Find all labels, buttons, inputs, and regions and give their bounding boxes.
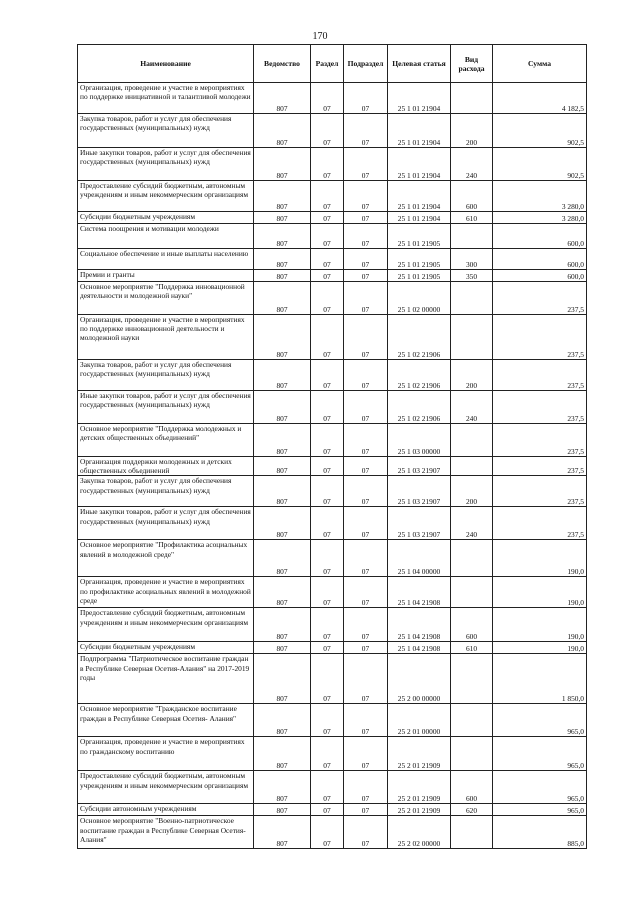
cell-exp-type — [451, 540, 493, 577]
cell-target: 25 1 03 21907 — [388, 476, 451, 507]
cell-sum: 902,5 — [493, 148, 587, 181]
cell-name: Субсидии автономным учреждениям — [78, 804, 254, 816]
cell-subsection: 07 — [344, 270, 388, 282]
table-row — [78, 457, 587, 476]
header-target: Целевая статья — [388, 45, 451, 83]
cell-target: 25 2 02 00000 — [388, 816, 451, 849]
cell-exp-type: 600 — [451, 771, 493, 804]
cell-section: 07 — [311, 816, 344, 849]
cell-dept: 807 — [254, 507, 311, 540]
cell-subsection: 07 — [344, 282, 388, 315]
cell-subsection: 07 — [344, 114, 388, 148]
cell-subsection: 07 — [344, 654, 388, 704]
cell-dept: 807 — [254, 282, 311, 315]
cell-dept: 807 — [254, 476, 311, 507]
cell-subsection: 07 — [344, 608, 388, 642]
cell-exp-type — [451, 654, 493, 704]
cell-target: 25 1 02 21906 — [388, 391, 451, 424]
cell-dept: 807 — [254, 771, 311, 804]
cell-target: 25 1 04 21908 — [388, 577, 451, 608]
cell-target: 25 1 01 21904 — [388, 181, 451, 212]
cell-target: 25 2 01 00000 — [388, 704, 451, 737]
cell-name: Иные закупки товаров, работ и услуг для обеспечения государственных (муниципальных) нужд — [78, 148, 254, 181]
table-row — [78, 315, 587, 360]
cell-dept: 807 — [254, 816, 311, 849]
cell-target: 25 1 04 00000 — [388, 540, 451, 577]
cell-subsection: 07 — [344, 816, 388, 849]
cell-exp-type: 300 — [451, 249, 493, 270]
cell-dept: 807 — [254, 577, 311, 608]
cell-target: 25 1 01 21905 — [388, 270, 451, 282]
cell-exp-type: 610 — [451, 642, 493, 654]
cell-name: Субсидии бюджетным учреждениям — [78, 642, 254, 654]
cell-sum: 3 280,0 — [493, 212, 587, 224]
table-row — [78, 704, 587, 737]
cell-name: Социальное обеспечение и иные выплаты населению — [78, 249, 254, 270]
cell-name: Иные закупки товаров, работ и услуг для обеспечения государственных (муниципальных) нужд — [78, 507, 254, 540]
header-sum: Сумма — [493, 45, 587, 83]
cell-exp-type: 240 — [451, 148, 493, 181]
cell-subsection: 07 — [344, 224, 388, 249]
cell-target: 25 1 01 21904 — [388, 83, 451, 114]
cell-target: 25 1 01 21904 — [388, 114, 451, 148]
cell-target: 25 2 00 00000 — [388, 654, 451, 704]
cell-target: 25 1 01 21904 — [388, 212, 451, 224]
table-row — [78, 476, 587, 507]
cell-name: Основное мероприятие "Поддержка инновационной деятельности и молодежной науки" — [78, 282, 254, 315]
cell-name: Закупка товаров, работ и услуг для обеспечения государственных (муниципальных) нужд — [78, 360, 254, 391]
cell-dept: 807 — [254, 737, 311, 771]
cell-dept: 807 — [254, 315, 311, 360]
cell-name: Система поощрения и мотивации молодежи — [78, 224, 254, 249]
cell-sum: 190,0 — [493, 608, 587, 642]
cell-section: 07 — [311, 282, 344, 315]
table-row — [78, 270, 587, 282]
table-row — [78, 282, 587, 315]
cell-section: 07 — [311, 270, 344, 282]
cell-sum: 885,0 — [493, 816, 587, 849]
cell-sum: 600,0 — [493, 224, 587, 249]
cell-section: 07 — [311, 804, 344, 816]
cell-sum: 237,5 — [493, 507, 587, 540]
cell-exp-type: 240 — [451, 391, 493, 424]
table-row — [78, 224, 587, 249]
cell-name: Основное мероприятие "Профилактика асоциальных явлений в молодежной среде" — [78, 540, 254, 577]
cell-target: 25 1 03 21907 — [388, 507, 451, 540]
table-row — [78, 83, 587, 114]
cell-sum: 237,5 — [493, 282, 587, 315]
cell-subsection: 07 — [344, 391, 388, 424]
cell-subsection: 07 — [344, 507, 388, 540]
table-row — [78, 181, 587, 212]
cell-sum: 600,0 — [493, 249, 587, 270]
cell-exp-type — [451, 315, 493, 360]
table-row — [78, 114, 587, 148]
cell-dept: 807 — [254, 114, 311, 148]
cell-target: 25 1 04 21908 — [388, 642, 451, 654]
table-row — [78, 507, 587, 540]
cell-target: 25 2 01 21909 — [388, 804, 451, 816]
cell-section: 07 — [311, 148, 344, 181]
table-row — [78, 816, 587, 849]
cell-exp-type: 200 — [451, 360, 493, 391]
cell-section: 07 — [311, 507, 344, 540]
cell-name: Организация, проведение и участие в мероприятиях по профилактике асоциальных явлений в молодежной среде — [78, 577, 254, 608]
cell-exp-type — [451, 704, 493, 737]
cell-target: 25 2 01 21909 — [388, 737, 451, 771]
cell-exp-type — [451, 816, 493, 849]
cell-sum: 237,5 — [493, 424, 587, 457]
cell-sum: 237,5 — [493, 476, 587, 507]
cell-dept: 807 — [254, 654, 311, 704]
cell-dept: 807 — [254, 83, 311, 114]
cell-name: Организация, проведение и участие в мероприятиях по поддержке инновационной деятельности и молодежной науки — [78, 315, 254, 360]
cell-exp-type: 200 — [451, 114, 493, 148]
cell-subsection: 07 — [344, 540, 388, 577]
cell-exp-type: 200 — [451, 476, 493, 507]
cell-target: 25 1 01 21905 — [388, 249, 451, 270]
cell-name: Организация, проведение и участие в мероприятиях по гражданскому воспитанию — [78, 737, 254, 771]
table-row — [78, 391, 587, 424]
cell-sum: 902,5 — [493, 114, 587, 148]
table-row — [78, 249, 587, 270]
cell-subsection: 07 — [344, 476, 388, 507]
cell-exp-type: 350 — [451, 270, 493, 282]
cell-dept: 807 — [254, 181, 311, 212]
cell-dept: 807 — [254, 804, 311, 816]
table-row — [78, 737, 587, 771]
cell-exp-type: 620 — [451, 804, 493, 816]
cell-sum: 965,0 — [493, 737, 587, 771]
cell-sum: 237,5 — [493, 315, 587, 360]
cell-exp-type: 240 — [451, 507, 493, 540]
cell-sum: 1 850,0 — [493, 654, 587, 704]
cell-name: Организация поддержки молодежных и детских общественных объединений — [78, 457, 254, 476]
table-row — [78, 148, 587, 181]
cell-target: 25 1 01 21904 — [388, 148, 451, 181]
cell-sum: 190,0 — [493, 642, 587, 654]
cell-name: Подпрограмма "Патриотическое воспитание граждан в Республике Северная Осетия-Алания" на 2017-2019 годы — [78, 654, 254, 704]
cell-section: 07 — [311, 457, 344, 476]
cell-exp-type — [451, 83, 493, 114]
table-row — [78, 771, 587, 804]
cell-dept: 807 — [254, 457, 311, 476]
cell-exp-type — [451, 577, 493, 608]
cell-dept: 807 — [254, 424, 311, 457]
header-subsection: Подраздел — [344, 45, 388, 83]
table-row — [78, 654, 587, 704]
cell-name: Иные закупки товаров, работ и услуг для обеспечения государственных (муниципальных) нужд — [78, 391, 254, 424]
cell-exp-type — [451, 282, 493, 315]
cell-section: 07 — [311, 577, 344, 608]
cell-exp-type — [451, 737, 493, 771]
cell-dept: 807 — [254, 704, 311, 737]
table-row — [78, 212, 587, 224]
cell-subsection: 07 — [344, 181, 388, 212]
cell-target: 25 1 02 21906 — [388, 315, 451, 360]
cell-name: Организация, проведение и участие в мероприятиях по поддержке инициативной и талантливой молодежи — [78, 83, 254, 114]
cell-target: 25 1 02 00000 — [388, 282, 451, 315]
cell-section: 07 — [311, 181, 344, 212]
cell-sum: 237,5 — [493, 360, 587, 391]
cell-subsection: 07 — [344, 642, 388, 654]
cell-section: 07 — [311, 224, 344, 249]
cell-section: 07 — [311, 737, 344, 771]
cell-subsection: 07 — [344, 83, 388, 114]
cell-section: 07 — [311, 83, 344, 114]
cell-dept: 807 — [254, 212, 311, 224]
cell-section: 07 — [311, 654, 344, 704]
cell-section: 07 — [311, 249, 344, 270]
cell-sum: 600,0 — [493, 270, 587, 282]
cell-exp-type — [451, 457, 493, 476]
cell-section: 07 — [311, 424, 344, 457]
cell-section: 07 — [311, 540, 344, 577]
cell-sum: 965,0 — [493, 771, 587, 804]
header-exp-type: Вид расхода — [451, 45, 493, 83]
cell-target: 25 1 02 21906 — [388, 360, 451, 391]
cell-dept: 807 — [254, 148, 311, 181]
cell-dept: 807 — [254, 391, 311, 424]
cell-target: 25 1 03 00000 — [388, 424, 451, 457]
table-row — [78, 540, 587, 577]
cell-exp-type: 610 — [451, 212, 493, 224]
cell-section: 07 — [311, 476, 344, 507]
table-row — [78, 608, 587, 642]
cell-name: Предоставление субсидий бюджетным, автономным учреждениям и иным некоммерческим организациям — [78, 181, 254, 212]
page-number: 170 — [312, 31, 328, 42]
cell-name: Основное мероприятие "Военно-патриотическое воспитание граждан в Республике Северная Осетия- Алания" — [78, 816, 254, 849]
cell-target: 25 1 03 21907 — [388, 457, 451, 476]
cell-name: Субсидии бюджетным учреждениям — [78, 212, 254, 224]
cell-subsection: 07 — [344, 249, 388, 270]
cell-section: 07 — [311, 771, 344, 804]
cell-section: 07 — [311, 608, 344, 642]
table-row — [78, 577, 587, 608]
cell-subsection: 07 — [344, 360, 388, 391]
cell-exp-type — [451, 424, 493, 457]
cell-section: 07 — [311, 704, 344, 737]
cell-dept: 807 — [254, 540, 311, 577]
cell-name: Предоставление субсидий бюджетным, автономным учреждениям и иным некоммерческим организациям — [78, 608, 254, 642]
cell-name: Предоставление субсидий бюджетным, автономным учреждениям и иным некоммерческим организациям — [78, 771, 254, 804]
cell-dept: 807 — [254, 360, 311, 391]
header-row — [78, 45, 587, 83]
cell-sum: 237,5 — [493, 457, 587, 476]
cell-subsection: 07 — [344, 457, 388, 476]
table-row — [78, 424, 587, 457]
cell-target: 25 1 01 21905 — [388, 224, 451, 249]
cell-subsection: 07 — [344, 771, 388, 804]
cell-exp-type — [451, 224, 493, 249]
cell-subsection: 07 — [344, 315, 388, 360]
cell-dept: 807 — [254, 224, 311, 249]
cell-subsection: 07 — [344, 804, 388, 816]
header-section: Раздел — [311, 45, 344, 83]
cell-sum: 190,0 — [493, 540, 587, 577]
cell-name: Основное мероприятие "Поддержка молодежных и детских общественных объединений" — [78, 424, 254, 457]
table-row — [78, 642, 587, 654]
cell-name: Премии и гранты — [78, 270, 254, 282]
cell-section: 07 — [311, 391, 344, 424]
cell-section: 07 — [311, 360, 344, 391]
cell-section: 07 — [311, 114, 344, 148]
cell-subsection: 07 — [344, 148, 388, 181]
cell-sum: 3 280,0 — [493, 181, 587, 212]
cell-section: 07 — [311, 212, 344, 224]
cell-target: 25 1 04 21908 — [388, 608, 451, 642]
cell-sum: 965,0 — [493, 804, 587, 816]
header-name: Наименование — [78, 45, 254, 83]
cell-subsection: 07 — [344, 577, 388, 608]
cell-sum: 190,0 — [493, 577, 587, 608]
cell-sum: 237,5 — [493, 391, 587, 424]
cell-dept: 807 — [254, 270, 311, 282]
cell-sum: 4 182,5 — [493, 83, 587, 114]
cell-target: 25 2 01 21909 — [388, 771, 451, 804]
cell-name: Закупка товаров, работ и услуг для обеспечения государственных (муниципальных) нужд — [78, 114, 254, 148]
cell-subsection: 07 — [344, 704, 388, 737]
cell-section: 07 — [311, 315, 344, 360]
cell-dept: 807 — [254, 608, 311, 642]
cell-dept: 807 — [254, 642, 311, 654]
cell-name: Основное мероприятие "Гражданское воспитание граждан в Республике Северная Осетия- Алания" — [78, 704, 254, 737]
table-row — [78, 360, 587, 391]
cell-sum: 965,0 — [493, 704, 587, 737]
cell-exp-type: 600 — [451, 608, 493, 642]
cell-section: 07 — [311, 642, 344, 654]
cell-subsection: 07 — [344, 737, 388, 771]
table-row — [78, 804, 587, 816]
cell-subsection: 07 — [344, 424, 388, 457]
header-dept: Ведомство — [254, 45, 311, 83]
cell-dept: 807 — [254, 249, 311, 270]
budget-table — [77, 44, 587, 849]
cell-exp-type: 600 — [451, 181, 493, 212]
cell-name: Закупка товаров, работ и услуг для обеспечения государственных (муниципальных) нужд — [78, 476, 254, 507]
cell-subsection: 07 — [344, 212, 388, 224]
